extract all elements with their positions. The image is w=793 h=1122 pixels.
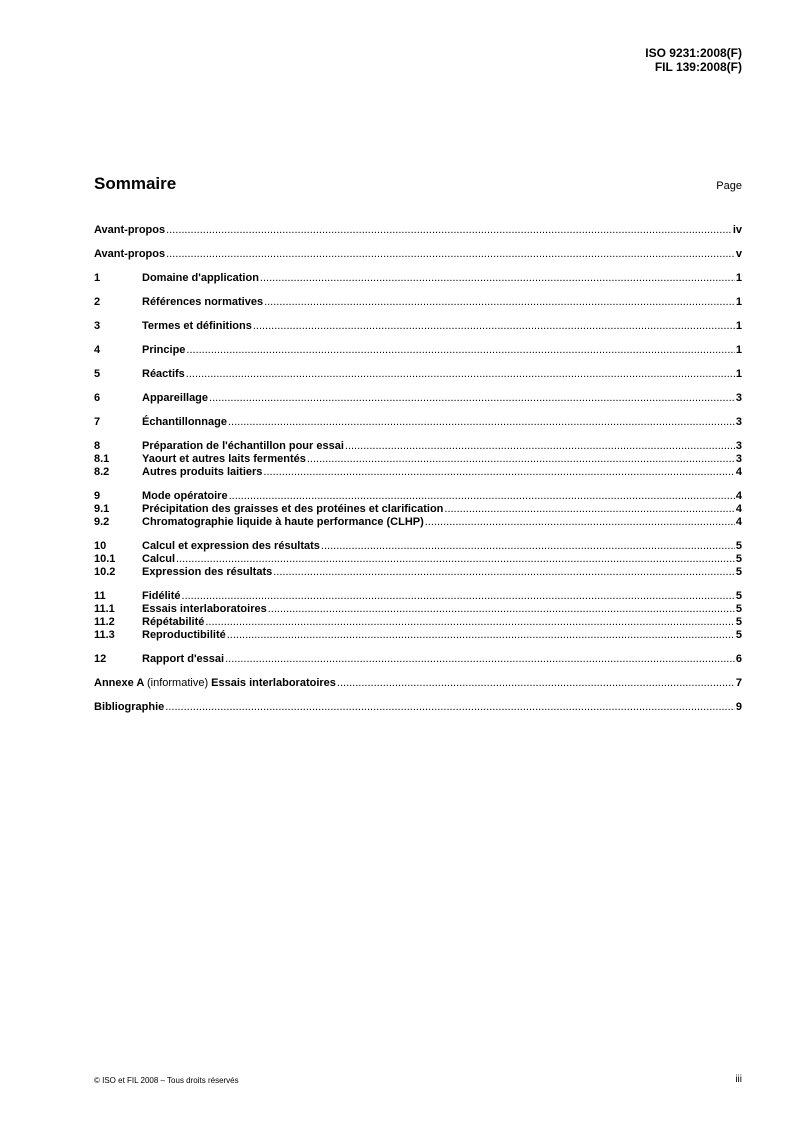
toc-entry-title <box>142 296 263 309</box>
toc-entry-title <box>142 490 228 503</box>
toc-entry[interactable] <box>94 344 742 357</box>
toc-entry-title <box>94 224 165 237</box>
toc-entry-page: 1 <box>735 296 742 308</box>
page-column-label: Page <box>716 180 742 192</box>
footer-copyright: © ISO et FIL 2008 – Tous droits réservés <box>94 1076 239 1085</box>
toc-entry-page: v <box>735 248 742 260</box>
toc-entry-page: 3 <box>735 453 742 465</box>
toc-entry-title-text: Yaourt et autres laits fermentés <box>142 453 306 465</box>
toc-entry-number: 5 <box>94 368 101 380</box>
toc-entry-title <box>142 616 204 629</box>
toc-entry-number: 8.2 <box>94 466 110 478</box>
toc-entry-page: 1 <box>735 344 742 356</box>
toc-entry-title-text: Calcul et expression des résultats <box>142 540 320 552</box>
toc-dot-leader <box>227 629 735 642</box>
toc-entry-number: 8.1 <box>94 453 110 465</box>
toc-dot-leader <box>176 553 735 566</box>
toc-entry-title <box>94 677 336 690</box>
header-fil-ref: FIL 139:2008(F) <box>654 60 742 74</box>
toc-entry-title <box>142 320 252 333</box>
toc-entry-number: 7 <box>94 416 101 428</box>
toc-entry-number: 4 <box>94 344 101 356</box>
toc-entry-title-text: Rapport d'essai <box>142 653 225 665</box>
toc-entry-title-text: Fidélité <box>142 590 181 602</box>
toc-entry[interactable] <box>94 540 742 553</box>
toc-entry-number: 11 <box>94 590 106 602</box>
toc-entry-page: 4 <box>735 516 742 528</box>
toc-entry-number: 11.3 <box>94 629 115 641</box>
toc-entry[interactable] <box>94 453 742 466</box>
toc-entry[interactable] <box>94 392 742 405</box>
document-header <box>645 46 742 74</box>
toc-entry-number: 12 <box>94 653 107 665</box>
toc-dot-leader <box>205 616 735 629</box>
toc-dot-leader <box>307 453 735 466</box>
toc-entry-title-text: Bibliographie <box>94 701 165 713</box>
toc-entry-number: 9 <box>94 490 101 502</box>
toc-entry-page: 5 <box>735 566 742 578</box>
toc-entry-title-text: Annexe A <box>94 677 144 689</box>
toc-entry-page: 1 <box>735 272 742 284</box>
toc-entry-annex-title: Essais interlaboratoires <box>211 677 336 689</box>
toc-entry-title <box>142 566 272 579</box>
toc-entry-page: 3 <box>735 440 742 452</box>
toc-dot-leader <box>268 603 735 616</box>
toc-entry[interactable] <box>94 629 742 642</box>
toc-entry-title <box>142 416 227 429</box>
toc-entry-title-text: Chromatographie liquide à haute performance (CLHP) <box>142 516 424 528</box>
toc-entry[interactable] <box>94 490 742 503</box>
toc-entry-title-text: Références normatives <box>142 296 264 308</box>
header-iso-ref: ISO 9231:2008(F) <box>645 46 742 60</box>
toc-entry-title-text: Échantillonnage <box>142 416 227 428</box>
toc-dot-leader <box>273 566 735 579</box>
toc-entry-annex-type: (informative) <box>146 677 209 689</box>
toc-dot-leader <box>166 248 735 261</box>
toc-entry-number: 10 <box>94 540 107 552</box>
toc-entry-page: 3 <box>735 416 742 428</box>
toc-entry[interactable] <box>94 553 742 566</box>
toc-entry-page: iv <box>732 224 742 236</box>
toc-dot-leader <box>263 466 734 479</box>
toc-entry-title <box>94 701 164 714</box>
toc-entry-title-text: Appareillage <box>142 392 209 404</box>
toc-entry[interactable] <box>94 466 742 479</box>
toc-entry-title <box>142 603 267 616</box>
toc-entry[interactable] <box>94 516 742 529</box>
toc-dot-leader <box>253 320 735 333</box>
toc-dot-leader <box>345 440 735 453</box>
toc-dot-leader <box>182 590 735 603</box>
toc-entry-title <box>94 248 165 261</box>
toc-entry[interactable] <box>94 368 742 381</box>
toc-entry-number: 3 <box>94 320 101 332</box>
toc-dot-leader <box>264 296 735 309</box>
toc-entry-number: 11.1 <box>94 603 115 615</box>
toc-entry-title <box>142 590 181 603</box>
toc-entry-title-text: Principe <box>142 344 186 356</box>
toc-entry[interactable] <box>94 616 742 629</box>
toc-entry-number: 8 <box>94 440 101 452</box>
toc-entry-page: 5 <box>735 590 742 602</box>
toc-entry-number: 9.1 <box>94 503 110 515</box>
toc-dot-leader <box>186 368 735 381</box>
footer-page-number: iii <box>735 1074 742 1085</box>
toc-entry-title <box>142 453 306 466</box>
toc-dot-leader <box>321 540 735 553</box>
toc-entry-page: 6 <box>735 653 742 665</box>
toc-entry-title-text: Essais interlaboratoires <box>142 603 267 615</box>
toc-dot-leader <box>444 503 734 516</box>
toc-entry[interactable] <box>94 590 742 603</box>
toc-entry-title <box>142 440 344 453</box>
toc-dot-leader <box>425 516 735 529</box>
toc-entry[interactable] <box>94 603 742 616</box>
toc-entry-title-text: Avant-propos <box>94 224 166 236</box>
toc-entry-page: 5 <box>735 540 742 552</box>
toc-entry-page: 9 <box>735 701 742 713</box>
toc-entry-title <box>142 503 443 516</box>
toc-entry[interactable] <box>94 248 742 261</box>
toc-entry-number: 9.2 <box>94 516 110 528</box>
toc-entry[interactable] <box>94 653 742 666</box>
toc-entry-title <box>142 272 259 285</box>
toc-entry[interactable] <box>94 503 742 516</box>
toc-entry-title <box>142 540 320 553</box>
toc-entry-title-text: Réactifs <box>142 368 185 380</box>
table-of-contents <box>94 224 742 714</box>
page-title: Sommaire <box>94 174 177 193</box>
toc-entry-title-text: Répétabilité <box>142 616 205 628</box>
toc-dot-leader <box>337 677 735 690</box>
toc-entry-title <box>142 553 175 566</box>
toc-entry-number: 1 <box>94 272 101 284</box>
toc-entry-page: 1 <box>735 320 742 332</box>
toc-dot-leader <box>165 701 735 714</box>
toc-dot-leader <box>260 272 735 285</box>
toc-entry-number: 11.2 <box>94 616 115 628</box>
toc-dot-leader <box>186 344 734 357</box>
toc-dot-leader <box>166 224 732 237</box>
toc-dot-leader <box>225 653 735 666</box>
toc-entry-title <box>142 466 262 479</box>
toc-entry-title-text: Avant-propos <box>94 248 166 260</box>
toc-entry-title <box>142 629 226 642</box>
toc-entry[interactable] <box>94 677 742 690</box>
toc-entry-title <box>142 516 424 529</box>
toc-entry[interactable] <box>94 296 742 309</box>
toc-entry-number: 10.1 <box>94 553 116 565</box>
toc-entry-page: 3 <box>735 392 742 404</box>
toc-entry-title-text: Expression des résultats <box>142 566 273 578</box>
toc-dot-leader <box>209 392 735 405</box>
toc-entry-title-text: Calcul <box>142 553 176 565</box>
toc-entry-title-text: Précipitation des graisses et des protéines et clarification <box>142 503 444 515</box>
toc-entry-title-text: Préparation de l'échantillon pour essai <box>142 440 344 452</box>
toc-entry[interactable] <box>94 566 742 579</box>
toc-entry[interactable] <box>94 701 742 714</box>
toc-entry-page: 5 <box>735 603 742 615</box>
toc-entry-number: 10.2 <box>94 566 116 578</box>
toc-entry-page: 5 <box>735 629 742 641</box>
toc-entry-page: 5 <box>735 553 742 565</box>
toc-entry-title <box>142 392 208 405</box>
toc-entry[interactable] <box>94 440 742 453</box>
toc-entry-number: 2 <box>94 296 101 308</box>
toc-entry-page: 1 <box>735 368 742 380</box>
toc-entry-title-text: Mode opératoire <box>142 490 228 502</box>
toc-dot-leader <box>229 490 735 503</box>
toc-entry-title-text: Termes et définitions <box>142 320 252 332</box>
toc-entry-title-text: Domaine d'application <box>142 272 259 284</box>
toc-entry-page: 4 <box>735 466 742 478</box>
toc-entry[interactable] <box>94 320 742 333</box>
toc-entry-title <box>142 344 185 357</box>
toc-entry-page: 4 <box>735 503 742 515</box>
toc-dot-leader <box>228 416 735 429</box>
toc-entry-page: 5 <box>735 616 742 628</box>
toc-entry[interactable] <box>94 224 742 237</box>
toc-entry-title-text: Reproductibilité <box>142 629 226 641</box>
toc-entry-title <box>142 653 224 666</box>
toc-entry-number: 6 <box>94 392 101 404</box>
toc-entry-title-text: Autres produits laitiers <box>142 466 263 478</box>
toc-entry[interactable] <box>94 416 742 429</box>
toc-entry-title <box>142 368 185 381</box>
toc-entry-page: 7 <box>735 677 742 689</box>
toc-entry[interactable] <box>94 272 742 285</box>
toc-entry-page: 4 <box>735 490 742 502</box>
